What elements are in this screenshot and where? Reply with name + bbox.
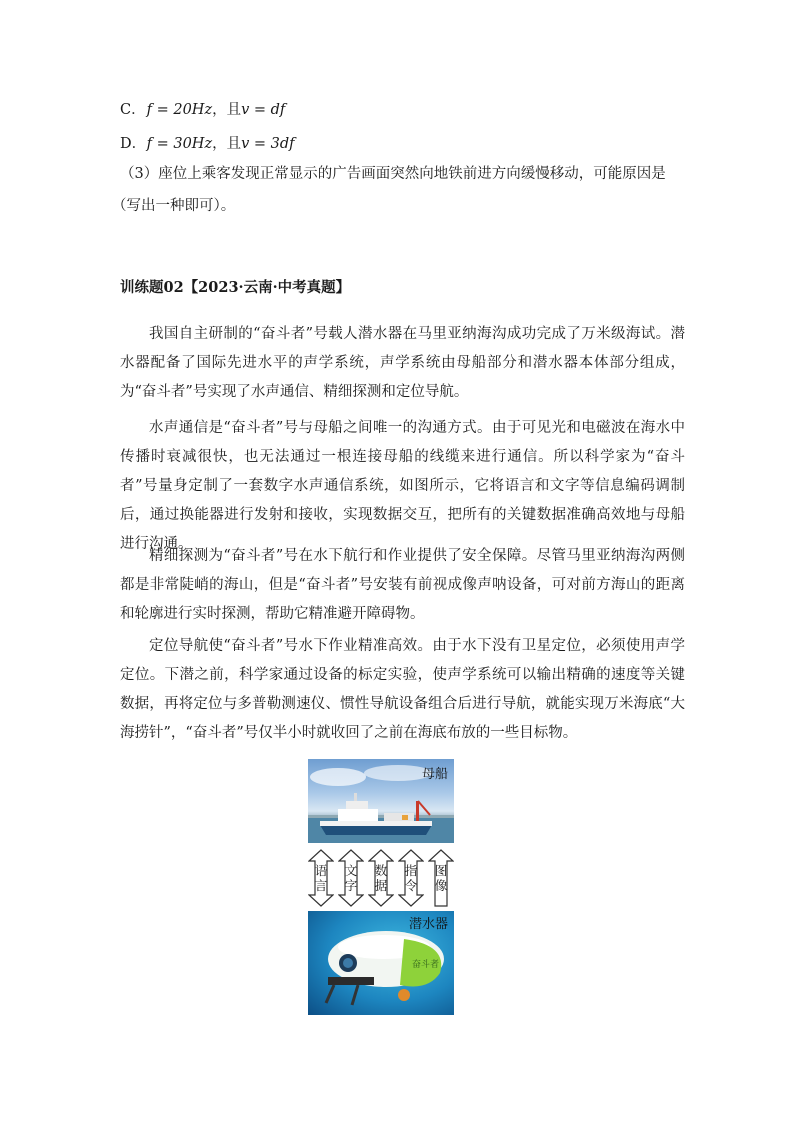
submersible-photo	[308, 911, 454, 1015]
mother-ship-photo	[308, 759, 454, 843]
paragraph-1: 我国自主研制的“奋斗者”号载人潜水器在马里亚纳海沟成功完成了万米级海试。潜水器配备了国际先进水平的声学系统，声学系统由母船部分和潜水器本体部分组成，为“奋斗者”号实现了水声通信、精细探测和定位导航。	[120, 326, 685, 400]
question-3-line-2: （写出一种即可）。	[112, 198, 236, 214]
paragraph-4: 定位导航使“奋斗者”号水下作业精准高效。由于水下没有卫星定位，必须使用声学定位。下潜之前，科学家通过设备的标定实验，使声学系统可以输出精确的速度等关键数据，再将定位与多普勒测速仪、惯性导航设备组合后进行导航，就能实现万米海底“大海捞针”，“奋斗者”号仅半小时就收回了之前在海底布放的一些目标物。	[120, 638, 685, 741]
channel-label-language: 语言	[314, 863, 328, 893]
submersible-label: 潜水器	[408, 917, 448, 932]
signal-arrows	[308, 849, 454, 907]
paragraph-2: 水声通信是“奋斗者”号与母船之间唯一的沟通方式。由于可见光和电磁波在海水中传播时衰减很快，也无法通过一根连接母船的线缆来进行通信。所以科学家为“奋斗者”号量身定制了一套数字水声通信系统，如图所示，它将语言和文字等信息编码调制后，通过换能器进行发射和接收，实现数据交互，把所有的关键数据准确高效地与母船进行沟通。	[120, 420, 685, 552]
arrow-data	[368, 849, 394, 907]
option-d-label: D．	[120, 136, 147, 152]
submersible-hull-text: 奋斗者	[412, 960, 440, 970]
option-c-speed: v = df	[241, 102, 286, 118]
option-c	[120, 100, 285, 120]
channel-label-image: 图像	[434, 863, 448, 893]
option-d	[120, 134, 295, 154]
arrow-image	[428, 849, 454, 907]
arrow-language	[308, 849, 334, 907]
question-3-line-1: （3）座位上乘客发现正常显示的广告画面突然向地铁前进方向缓慢移动，可能原因是	[120, 166, 666, 182]
option-c-separator: ，且	[212, 102, 242, 118]
option-c-frequency: f = 20Hz	[146, 102, 213, 118]
paragraph-3: 精细探测为“奋斗者”号在水下航行和作业提供了安全保障。尽管马里亚纳海沟两侧都是非常陡峭的海山，但是“奋斗者”号安装有前视成像声呐设备，可对前方海山的距离和轮廓进行实时探测，帮助它精准避开障碍物。	[120, 548, 685, 622]
option-d-separator: ，且	[212, 136, 242, 152]
channel-label-command: 指令	[404, 863, 418, 893]
channel-label-data: 数据	[374, 863, 388, 893]
mother-ship-label: 母船	[421, 767, 448, 782]
option-d-frequency: f = 30Hz	[146, 136, 213, 152]
section-title: 训练题02【2023·云南·中考真题】	[120, 279, 351, 296]
arrow-text	[338, 849, 364, 907]
communication-figure	[308, 759, 454, 1015]
channel-label-text: 文字	[344, 863, 358, 893]
option-d-speed: v = 3df	[241, 136, 295, 152]
arrow-command	[398, 849, 424, 907]
option-c-label: C．	[120, 102, 146, 118]
